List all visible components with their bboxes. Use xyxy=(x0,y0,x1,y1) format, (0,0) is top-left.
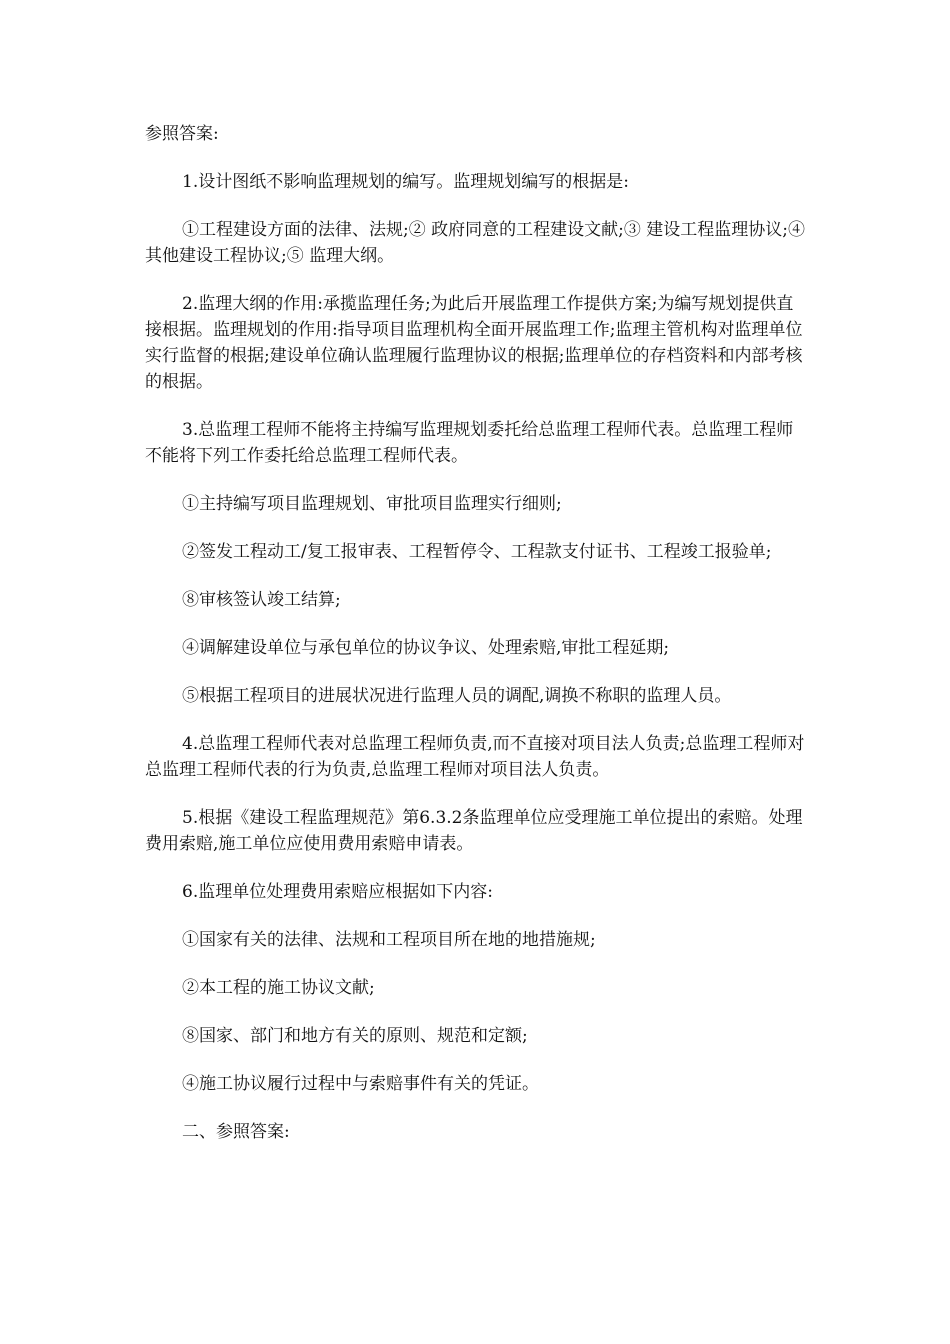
answer-5: 5.根据《建设工程监理规范》第6.3.2条监理单位应受理施工单位提出的索赔。处理费用索赔,施工单位应使用费用索赔申请表。 xyxy=(145,808,803,854)
answer-3-item-4: ④调解建设单位与承包单位的协议争议、处理索赔,审批工程延期; xyxy=(182,638,670,658)
answer-6-item-1: ①国家有关的法律、法规和工程项目所在地的地措施规; xyxy=(182,930,596,950)
answer-3-item-2: ②签发工程动工/复工报审表、工程暂停令、工程款支付证书、工程竣工报验单; xyxy=(182,542,772,562)
answer-6-intro: 6.监理单位处理费用索赔应根据如下内容: xyxy=(182,882,493,902)
answer-6-item-2: ②本工程的施工协议文献; xyxy=(182,978,375,998)
answer-3-item-5: ⑤根据工程项目的进展状况进行监理人员的调配,调换不称职的监理人员。 xyxy=(182,686,732,706)
answer-6-item-4: ④施工协议履行过程中与索赔事件有关的凭证。 xyxy=(182,1074,539,1094)
section-2-heading: 二、参照答案: xyxy=(182,1122,290,1142)
answer-3-item-1: ①主持编写项目监理规划、审批项目监理实行细则; xyxy=(182,494,562,514)
answer-6-item-3: ⑧国家、部门和地方有关的原则、规范和定额; xyxy=(182,1026,528,1046)
answer-3-item-3: ⑧审核签认竣工结算; xyxy=(182,590,341,610)
answer-1-intro: 1.设计图纸不影响监理规划的编写。监理规划编写的根据是: xyxy=(182,172,629,192)
answer-4: 4.总监理工程师代表对总监理工程师负责,而不直接对项目法人负责;总监理工程师对总监理工程师代表的行为负责,总监理工程师对项目法人负责。 xyxy=(145,734,805,780)
answer-1-basis: ①工程建设方面的法律、法规;② 政府同意的工程建设文献;③ 建设工程监理协议;④ 其他建设工程协议;⑤ 监理大纲。 xyxy=(145,220,805,266)
answer-2: 2.监理大纲的作用:承揽监理任务;为此后开展监理工作提供方案;为编写规划提供直接根据。监理规划的作用:指导项目监理机构全面开展监理工作;监理主管机构对监理单位实行监督的根据;建设单位确认监理履行监理协议的根据;监理单位的存档资料和内部考核的根据。 xyxy=(145,294,803,392)
answer-3-intro: 3.总监理工程师不能将主持编写监理规划委托给总监理工程师代表。总监理工程师不能将下列工作委托给总监理工程师代表。 xyxy=(145,420,794,466)
answer-heading: 参照答案: xyxy=(145,124,219,144)
document-body xyxy=(145,121,810,1167)
